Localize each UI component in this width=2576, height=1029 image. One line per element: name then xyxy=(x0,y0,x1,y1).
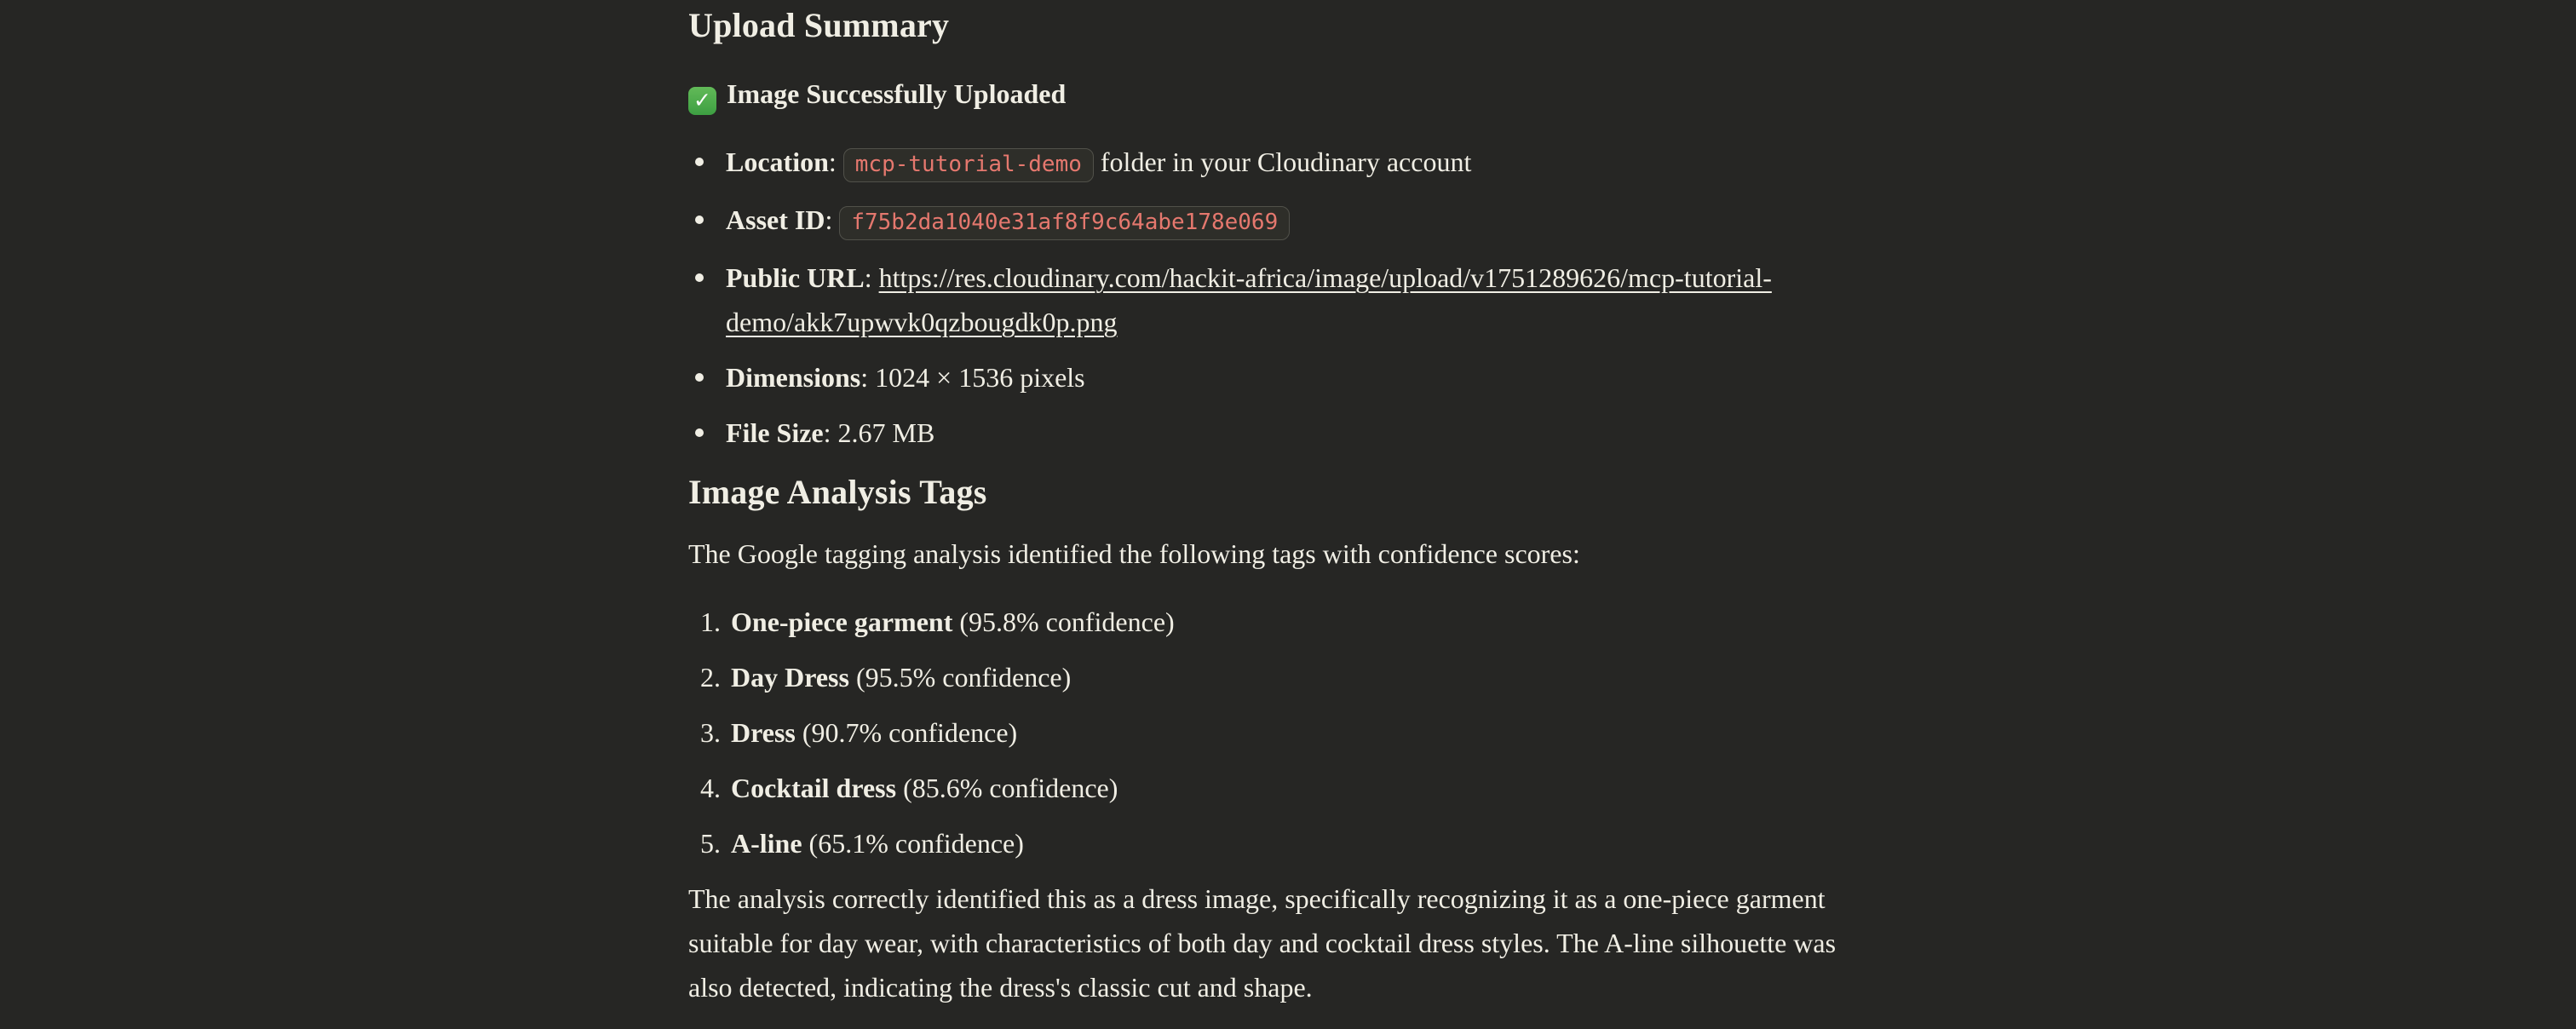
tag-item xyxy=(727,710,1847,755)
tag-name: Cocktail dress xyxy=(731,773,897,803)
public-url-link[interactable]: https://res.cloudinary.com/hackit-africa/image/upload/v1751289626/mcp-tutorial-demo/akk7upwvk0qzbougdk0p.png xyxy=(726,262,1772,337)
tag-confidence: (85.6% confidence) xyxy=(903,773,1118,803)
folder-code-chip: mcp-tutorial-demo xyxy=(843,148,1094,182)
tag-confidence: (95.5% confidence) xyxy=(855,662,1072,693)
tag-item xyxy=(727,821,1847,865)
tag-name: Dress xyxy=(731,717,796,748)
list-item-public-url xyxy=(688,256,1847,344)
tag-name: A-line xyxy=(731,828,802,859)
assistant-message-content xyxy=(688,5,1847,1009)
item-text: 2.67 MB xyxy=(837,417,935,448)
tag-confidence: (90.7% confidence) xyxy=(802,717,1018,748)
upload-status-text: Image Successfully Uploaded xyxy=(727,78,1067,109)
colon: : xyxy=(828,147,837,177)
upload-details-list xyxy=(688,140,1847,455)
colon: : xyxy=(864,262,872,293)
tag-confidence: (95.8% confidence) xyxy=(959,606,1175,637)
item-label: Public URL xyxy=(726,262,865,293)
list-item-dimensions xyxy=(688,355,1847,400)
analysis-tags-list xyxy=(688,600,1847,865)
colon: : xyxy=(823,417,831,448)
tag-name: One-piece garment xyxy=(731,606,953,637)
tag-name: Day Dress xyxy=(731,662,849,693)
analysis-intro-text: The Google tagging analysis identified the following tags with confidence scores: xyxy=(688,538,1580,569)
check-mark-icon: ✓ xyxy=(688,87,716,115)
item-label: Asset ID xyxy=(726,204,825,235)
upload-status-line xyxy=(688,72,1847,116)
list-item-location xyxy=(688,140,1847,187)
tag-item xyxy=(727,655,1847,699)
image-analysis-heading: Image Analysis Tags xyxy=(688,473,987,511)
asset-id-code-chip: f75b2da1040e31af8f9c64abe178e069 xyxy=(839,206,1290,240)
item-label: Dimensions xyxy=(726,362,861,393)
item-text: folder in your Cloudinary account xyxy=(1100,147,1472,177)
colon: : xyxy=(860,362,869,393)
tag-item xyxy=(727,600,1847,644)
list-item-file-size xyxy=(688,411,1847,455)
tag-confidence: (65.1% confidence) xyxy=(808,828,1024,859)
upload-summary-heading: Upload Summary xyxy=(688,6,950,44)
item-label: File Size xyxy=(726,417,824,448)
item-text: 1024 × 1536 pixels xyxy=(875,362,1085,393)
colon: : xyxy=(825,204,833,235)
item-label: Location xyxy=(726,147,829,177)
list-item-asset-id xyxy=(688,198,1847,244)
tag-item xyxy=(727,766,1847,810)
analysis-conclusion-text: The analysis correctly identified this as a dress image, specifically recognizing it as a one-piece garment suitable for day wear, with characteristics of both day and cocktail dress styles. The A-line silhouette was also detected, indicating the dress's classic cut and shape. xyxy=(688,883,1837,1003)
